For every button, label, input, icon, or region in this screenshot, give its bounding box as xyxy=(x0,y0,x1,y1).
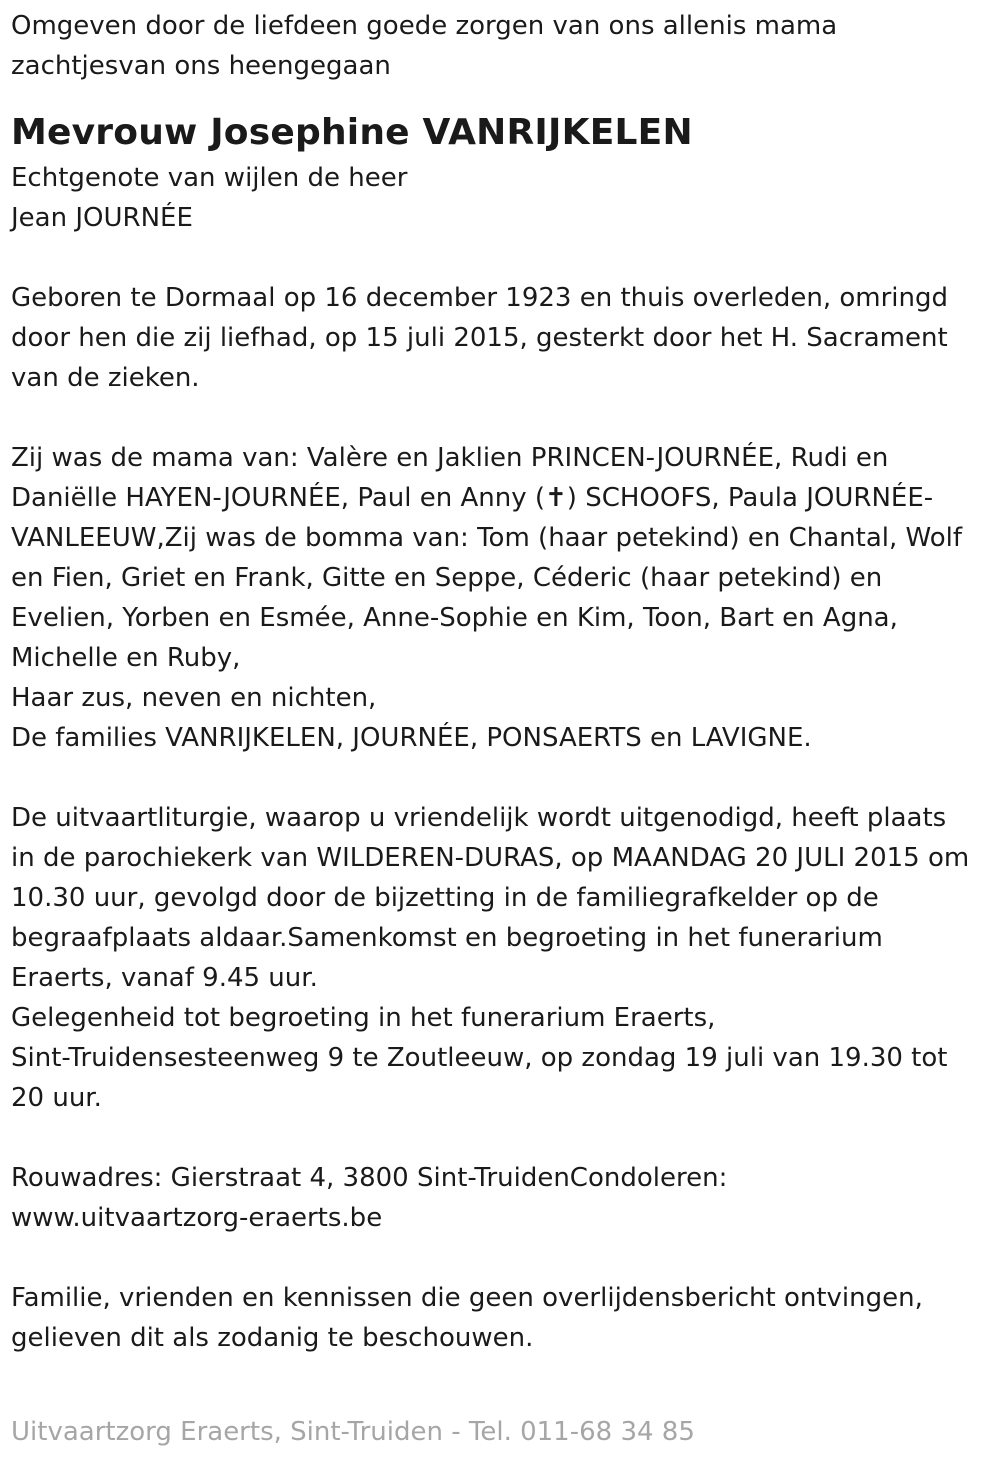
funeral-line: 10.30 uur, gevolgd door de bijzetting in de familiegrafkelder op de xyxy=(11,883,879,913)
address-line: Rouwadres: Gierstraat 4, 3800 Sint-TruidenCondoleren: xyxy=(11,1163,728,1193)
address-paragraph xyxy=(11,1158,991,1238)
funeral-line: begraafplaats aldaar.Samenkomst en begroeting in het funerarium xyxy=(11,923,883,953)
funeral-paragraph xyxy=(11,798,991,1118)
spacer xyxy=(11,758,991,798)
spacer xyxy=(11,398,991,438)
spacer xyxy=(11,1238,991,1278)
obituary-notice xyxy=(11,0,991,1358)
spacer xyxy=(11,238,991,278)
family-line: Michelle en Ruby, xyxy=(11,643,241,673)
funeral-line: 20 uur. xyxy=(11,1083,102,1113)
birth-death-paragraph xyxy=(11,278,991,398)
notice-paragraph xyxy=(11,1278,991,1358)
family-paragraph xyxy=(11,438,991,758)
spouse-info xyxy=(11,158,991,238)
notice-line: Familie, vrienden en kennissen die geen overlijdensbericht ontvingen, xyxy=(11,1283,923,1313)
notice-line: gelieven dit als zodanig te beschouwen. xyxy=(11,1323,534,1353)
spouse-line: Echtgenote van wijlen de heer xyxy=(11,163,408,193)
spouse-line: Jean JOURNÉE xyxy=(11,203,193,233)
family-line: en Fien, Griet en Frank, Gitte en Seppe, Céderic (haar petekind) en xyxy=(11,563,883,593)
family-line: Haar zus, neven en nichten, xyxy=(11,683,377,713)
family-line: Zij was de mama van: Valère en Jaklien PRINCEN-JOURNÉE, Rudi en xyxy=(11,443,889,473)
family-line: Daniëlle HAYEN-JOURNÉE, Paul en Anny (✝) SCHOOFS, Paula JOURNÉE- xyxy=(11,483,934,513)
funeral-line: Eraerts, vanaf 9.45 uur. xyxy=(11,963,318,993)
funeral-home-footer: Uitvaartzorg Eraerts, Sint-Truiden - Tel. 011-68 34 85 xyxy=(11,1417,695,1447)
funeral-line: Sint-Truidensesteenweg 9 te Zoutleeuw, op zondag 19 juli van 19.30 tot xyxy=(11,1043,948,1073)
family-line: VANLEEUW,Zij was de bomma van: Tom (haar petekind) en Chantal, Wolf xyxy=(11,523,962,553)
birth-death-line: van de zieken. xyxy=(11,363,200,393)
intro-line: zachtjesvan ons heengegaan xyxy=(11,51,391,81)
family-line: Evelien, Yorben en Esmée, Anne-Sophie en Kim, Toon, Bart en Agna, xyxy=(11,603,898,633)
birth-death-line: Geboren te Dormaal op 16 december 1923 en thuis overleden, omringd xyxy=(11,283,949,313)
funeral-line: Gelegenheid tot begroeting in het funerarium Eraerts, xyxy=(11,1003,716,1033)
funeral-line: De uitvaartliturgie, waarop u vriendelijk wordt uitgenodigd, heeft plaats xyxy=(11,803,947,833)
condolence-link: www.uitvaartzorg-eraerts.be xyxy=(11,1203,383,1233)
intro-text xyxy=(11,0,991,86)
spacer xyxy=(11,1118,991,1158)
birth-death-line: door hen die zij liefhad, op 15 juli 2015, gesterkt door het H. Sacrament xyxy=(11,323,948,353)
funeral-line: in de parochiekerk van WILDEREN-DURAS, op MAANDAG 20 JULI 2015 om xyxy=(11,843,970,873)
family-line: De families VANRIJKELEN, JOURNÉE, PONSAERTS en LAVIGNE. xyxy=(11,723,812,753)
deceased-name: Mevrouw Josephine VANRIJKELEN xyxy=(11,112,693,153)
intro-line: Omgeven door de liefdeen goede zorgen van ons allenis mama xyxy=(11,11,838,41)
